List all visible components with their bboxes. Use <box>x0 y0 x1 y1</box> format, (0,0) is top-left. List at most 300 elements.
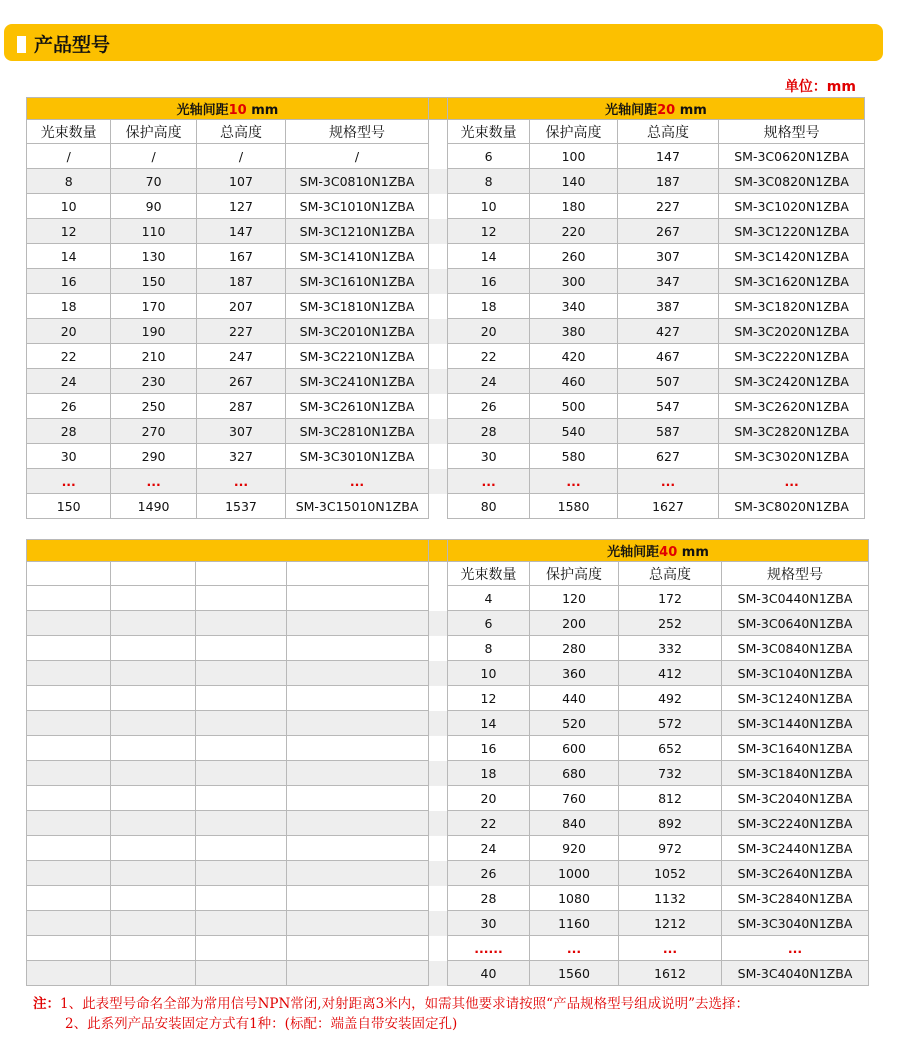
table-cell: SM-3C3020N1ZBA <box>719 444 865 469</box>
col-header: 总高度 <box>196 120 285 144</box>
table-cell <box>111 961 196 986</box>
table-cell: 24 <box>447 369 529 394</box>
table-cell: 210 <box>111 344 196 369</box>
table-cell: 227 <box>617 194 718 219</box>
table-row <box>27 661 869 686</box>
table-cell <box>196 611 287 636</box>
table-row <box>27 861 869 886</box>
table-cell <box>111 636 196 661</box>
table-cell <box>287 736 429 761</box>
table-row <box>27 961 869 986</box>
table-cell <box>27 711 111 736</box>
table-row <box>27 169 865 194</box>
table-cell <box>287 661 429 686</box>
table-cell <box>196 736 287 761</box>
table-cell: 1612 <box>619 961 722 986</box>
col-header: 规格型号 <box>719 120 865 144</box>
table-cell: ... <box>447 469 529 494</box>
table-cell: 252 <box>619 611 722 636</box>
table-cell <box>27 911 111 936</box>
table-cell <box>111 686 196 711</box>
gap-cell <box>428 144 447 169</box>
col-header: 光束数量 <box>448 562 530 586</box>
table-cell: 587 <box>617 419 718 444</box>
table-row <box>27 144 865 169</box>
gap-cell <box>428 394 447 419</box>
table-cell <box>287 836 429 861</box>
table-cell: SM-3C0820N1ZBA <box>719 169 865 194</box>
table-cell: 307 <box>617 244 718 269</box>
table-cell: SM-3C0810N1ZBA <box>286 169 429 194</box>
table-cell: SM-3C1210N1ZBA <box>286 219 429 244</box>
table-cell: SM-3C0440N1ZBA <box>722 586 869 611</box>
table-cell: 1052 <box>619 861 722 886</box>
gap-cell <box>429 636 448 661</box>
table-cell: 14 <box>27 244 111 269</box>
table-cell <box>27 736 111 761</box>
table-cell: 4 <box>448 586 530 611</box>
table-cell: 227 <box>196 319 285 344</box>
table-cell: 220 <box>530 219 617 244</box>
table-row <box>27 811 869 836</box>
gap-cell <box>429 562 448 586</box>
table-row <box>27 394 865 419</box>
table-cell <box>287 961 429 986</box>
table-cell: 892 <box>619 811 722 836</box>
table-row <box>27 469 865 494</box>
table-cell: 427 <box>617 319 718 344</box>
table-cell: 16 <box>448 736 530 761</box>
table-cell <box>196 586 287 611</box>
table-cell: 187 <box>617 169 718 194</box>
table-cell: 127 <box>196 194 285 219</box>
table-cell: 507 <box>617 369 718 394</box>
col-header: 光束数量 <box>27 120 111 144</box>
table-cell: ... <box>530 936 619 961</box>
table-cell: 20 <box>447 319 529 344</box>
band-40mm: 光轴间距40 mm <box>448 540 869 562</box>
table-cell: 347 <box>617 269 718 294</box>
table-cell: 140 <box>530 169 617 194</box>
column-header-row <box>27 120 865 144</box>
gap-cell <box>429 861 448 886</box>
unit-label: 单位：mm <box>784 79 856 95</box>
notes-label: 注： <box>33 996 60 1012</box>
table-cell: 1212 <box>619 911 722 936</box>
col-header: 总高度 <box>619 562 722 586</box>
gap-cell <box>429 886 448 911</box>
table-cell <box>27 611 111 636</box>
table-cell: 760 <box>530 786 619 811</box>
table-cell: 467 <box>617 344 718 369</box>
gap-cell <box>429 661 448 686</box>
notes <box>33 994 749 1034</box>
table-cell: 360 <box>530 661 619 686</box>
table-cell: 10 <box>448 661 530 686</box>
table-cell: 28 <box>27 419 111 444</box>
gap-cell <box>429 811 448 836</box>
table-cell <box>287 786 429 811</box>
table-cell: 387 <box>617 294 718 319</box>
table-cell: 652 <box>619 736 722 761</box>
table-cell: 80 <box>447 494 529 519</box>
table-cell: SM-3C1610N1ZBA <box>286 269 429 294</box>
table-cell: SM-3C8020N1ZBA <box>719 494 865 519</box>
table-cell: SM-3C2420N1ZBA <box>719 369 865 394</box>
table-row <box>27 586 869 611</box>
table-cell: SM-3C1820N1ZBA <box>719 294 865 319</box>
table-cell: 150 <box>111 269 196 294</box>
table-cell: 107 <box>196 169 285 194</box>
table-cell: SM-3C2620N1ZBA <box>719 394 865 419</box>
table-cell: 30 <box>447 444 529 469</box>
table-cell <box>196 861 287 886</box>
table-cell: 420 <box>530 344 617 369</box>
table-cell: SM-3C2220N1ZBA <box>719 344 865 369</box>
table-cell <box>287 636 429 661</box>
table-cell: 28 <box>448 886 530 911</box>
table-cell: ... <box>722 936 869 961</box>
table-cell: 14 <box>448 711 530 736</box>
table-cell: 130 <box>111 244 196 269</box>
table-cell <box>287 911 429 936</box>
gap-cell <box>429 786 448 811</box>
table-row <box>27 269 865 294</box>
table-cell: ... <box>617 469 718 494</box>
table-cell: ... <box>27 469 111 494</box>
gap-cell <box>428 294 447 319</box>
table-cell: 187 <box>196 269 285 294</box>
table-cell <box>287 861 429 886</box>
table-row <box>27 494 865 519</box>
note-line-2: 2、此系列产品安装固定方式有1种：(标配：端盖自带安装固定孔) <box>65 1016 458 1032</box>
gap-cell <box>428 169 447 194</box>
table-cell: 247 <box>196 344 285 369</box>
table-cell: 680 <box>530 761 619 786</box>
table-cell <box>287 811 429 836</box>
table-cell: 12 <box>448 686 530 711</box>
table-cell: 287 <box>196 394 285 419</box>
table-cell: ... <box>286 469 429 494</box>
table-cell: 1560 <box>530 961 619 986</box>
table-cell: 1490 <box>111 494 196 519</box>
table-row <box>27 711 869 736</box>
gap-cell <box>429 611 448 636</box>
table-cell: SM-3C1840N1ZBA <box>722 761 869 786</box>
table-cell: 812 <box>619 786 722 811</box>
table-cell: 412 <box>619 661 722 686</box>
gap-cell <box>428 469 447 494</box>
table-cell <box>196 911 287 936</box>
band-gap <box>429 540 448 562</box>
table-cell: SM-3C1020N1ZBA <box>719 194 865 219</box>
table-cell: / <box>286 144 429 169</box>
gap-cell <box>428 219 447 244</box>
table-cell: 26 <box>447 394 529 419</box>
table-cell: 972 <box>619 836 722 861</box>
band-gap <box>428 98 447 120</box>
col-header: 保护高度 <box>111 120 196 144</box>
table-cell: / <box>196 144 285 169</box>
table-cell: 172 <box>619 586 722 611</box>
table-cell <box>196 836 287 861</box>
gap-cell <box>428 120 447 144</box>
table-cell: SM-3C1410N1ZBA <box>286 244 429 269</box>
table-row <box>27 344 865 369</box>
empty-cell <box>196 562 287 586</box>
table-cell <box>196 686 287 711</box>
table-cell: 547 <box>617 394 718 419</box>
table-cell <box>111 936 196 961</box>
note-line-1: 1、此表型号命名全部为常用信号NPN常闭,对射距离3米内，如需其他要求请按照“产品规格型号组成说明”去选择： <box>60 996 749 1012</box>
table-cell <box>196 811 287 836</box>
table-cell <box>196 886 287 911</box>
table-cell <box>287 936 429 961</box>
table-cell <box>196 936 287 961</box>
col-header: 规格型号 <box>286 120 429 144</box>
table-cell: 327 <box>196 444 285 469</box>
table-cell: 230 <box>111 369 196 394</box>
table-cell: 1627 <box>617 494 718 519</box>
table-row <box>27 636 869 661</box>
table-cell: 280 <box>530 636 619 661</box>
table-cell: 26 <box>27 394 111 419</box>
table-cell: 147 <box>617 144 718 169</box>
empty-cell <box>27 562 111 586</box>
table-cell: SM-3C1810N1ZBA <box>286 294 429 319</box>
table-cell: 170 <box>111 294 196 319</box>
table-cell <box>111 711 196 736</box>
gap-cell <box>428 269 447 294</box>
table-cell <box>27 761 111 786</box>
table-cell: 40 <box>448 961 530 986</box>
table-cell: 30 <box>448 911 530 936</box>
table-cell: 1132 <box>619 886 722 911</box>
table-row <box>27 219 865 244</box>
table-cell: 260 <box>530 244 617 269</box>
table-cell: SM-3C2840N1ZBA <box>722 886 869 911</box>
gap-cell <box>428 444 447 469</box>
table-cell: 18 <box>447 294 529 319</box>
table-cell: SM-3C1010N1ZBA <box>286 194 429 219</box>
table-cell <box>111 786 196 811</box>
table-cell <box>27 786 111 811</box>
table-cell: SM-3C2440N1ZBA <box>722 836 869 861</box>
table-row <box>27 736 869 761</box>
table-cell: 167 <box>196 244 285 269</box>
table-cell: 200 <box>530 611 619 636</box>
gap-cell <box>429 686 448 711</box>
table-cell: 380 <box>530 319 617 344</box>
table-row <box>27 886 869 911</box>
table-cell: 16 <box>447 269 529 294</box>
table-cell: 100 <box>530 144 617 169</box>
table-cell: SM-3C0620N1ZBA <box>719 144 865 169</box>
table-cell: / <box>27 144 111 169</box>
gap-cell <box>429 586 448 611</box>
gap-cell <box>428 369 447 394</box>
table-cell: 12 <box>27 219 111 244</box>
col-header: 保护高度 <box>530 562 619 586</box>
table-cell: ... <box>530 469 617 494</box>
table-cell: 18 <box>27 294 111 319</box>
table-row <box>27 936 869 961</box>
table-cell: 492 <box>619 686 722 711</box>
table-cell: SM-3C3040N1ZBA <box>722 911 869 936</box>
table-cell: SM-3C1220N1ZBA <box>719 219 865 244</box>
table-cell: 250 <box>111 394 196 419</box>
table-cell: 440 <box>530 686 619 711</box>
table-cell <box>27 861 111 886</box>
table-cell: 70 <box>111 169 196 194</box>
table-cell <box>196 961 287 986</box>
table-cell: 732 <box>619 761 722 786</box>
table-cell: SM-3C0640N1ZBA <box>722 611 869 636</box>
table-cell: 22 <box>27 344 111 369</box>
table-cell <box>27 886 111 911</box>
gap-cell <box>428 194 447 219</box>
table-cell: 14 <box>447 244 529 269</box>
table-row <box>27 294 865 319</box>
gap-cell <box>428 319 447 344</box>
table-cell: 332 <box>619 636 722 661</box>
table-cell <box>27 661 111 686</box>
table-cell: SM-3C2210N1ZBA <box>286 344 429 369</box>
table-cell <box>111 611 196 636</box>
table-cell: ... <box>619 936 722 961</box>
table-cell: 180 <box>530 194 617 219</box>
table-cell: 147 <box>196 219 285 244</box>
table-cell: SM-3C1240N1ZBA <box>722 686 869 711</box>
gap-cell <box>429 836 448 861</box>
table-cell: 6 <box>447 144 529 169</box>
table-cell: 26 <box>448 861 530 886</box>
table-cell: 1000 <box>530 861 619 886</box>
gap-cell <box>428 494 447 519</box>
gap-cell <box>428 344 447 369</box>
table-cell: 1160 <box>530 911 619 936</box>
table-row <box>27 319 865 344</box>
table-cell <box>111 836 196 861</box>
table-cell: 1580 <box>530 494 617 519</box>
table-cell: SM-3C2410N1ZBA <box>286 369 429 394</box>
table-cell: 840 <box>530 811 619 836</box>
col-header: 总高度 <box>617 120 718 144</box>
empty-cell <box>111 562 196 586</box>
gap-cell <box>428 419 447 444</box>
table-cell: 150 <box>27 494 111 519</box>
table-cell <box>287 761 429 786</box>
table-cell <box>27 586 111 611</box>
table-cell: 1537 <box>196 494 285 519</box>
col-header: 规格型号 <box>722 562 869 586</box>
table-row <box>27 786 869 811</box>
table-cell: 572 <box>619 711 722 736</box>
table-row <box>27 444 865 469</box>
table-cell <box>287 686 429 711</box>
table-cell: 627 <box>617 444 718 469</box>
section-header <box>4 24 883 61</box>
gap-cell <box>429 911 448 936</box>
table-cell: 110 <box>111 219 196 244</box>
table-cell <box>196 761 287 786</box>
table-cell <box>27 811 111 836</box>
table-cell: 18 <box>448 761 530 786</box>
col-header: 光束数量 <box>447 120 529 144</box>
table-row <box>27 911 869 936</box>
table-cell: 20 <box>27 319 111 344</box>
table-cell <box>196 661 287 686</box>
table-cell: SM-3C2640N1ZBA <box>722 861 869 886</box>
gap-cell <box>429 761 448 786</box>
table-cell: SM-3C2040N1ZBA <box>722 786 869 811</box>
table-cell <box>111 586 196 611</box>
table-cell: 22 <box>448 811 530 836</box>
table-cell: 267 <box>617 219 718 244</box>
model-table-10-20 <box>26 97 865 519</box>
table-cell: SM-3C4040N1ZBA <box>722 961 869 986</box>
table-cell: 24 <box>448 836 530 861</box>
table-cell: 90 <box>111 194 196 219</box>
table-cell: 520 <box>530 711 619 736</box>
table-row <box>27 194 865 219</box>
table-cell <box>27 936 111 961</box>
empty-cell <box>287 562 429 586</box>
table-cell <box>196 786 287 811</box>
band-10mm: 光轴间距10 mm <box>27 98 429 120</box>
table-cell: 600 <box>530 736 619 761</box>
table-cell: SM-3C15010N1ZBA <box>286 494 429 519</box>
table-cell: SM-3C1420N1ZBA <box>719 244 865 269</box>
table-cell: 1080 <box>530 886 619 911</box>
table-cell <box>111 736 196 761</box>
table-cell: SM-3C2810N1ZBA <box>286 419 429 444</box>
table-cell: SM-3C1620N1ZBA <box>719 269 865 294</box>
table-cell: 24 <box>27 369 111 394</box>
table-cell: SM-3C2240N1ZBA <box>722 811 869 836</box>
table-cell: SM-3C1640N1ZBA <box>722 736 869 761</box>
band-empty <box>27 540 429 562</box>
table-cell <box>27 686 111 711</box>
table-row <box>27 686 869 711</box>
table-cell <box>27 836 111 861</box>
table-cell: SM-3C1440N1ZBA <box>722 711 869 736</box>
band-20mm: 光轴间距20 mm <box>447 98 864 120</box>
table-cell <box>111 886 196 911</box>
table-cell <box>111 911 196 936</box>
table-cell: 290 <box>111 444 196 469</box>
table-cell: ... <box>196 469 285 494</box>
gap-cell <box>429 711 448 736</box>
table-row <box>27 244 865 269</box>
table-cell: SM-3C2610N1ZBA <box>286 394 429 419</box>
gap-cell <box>428 244 447 269</box>
section-title: 产品型号 <box>34 34 111 56</box>
column-header-row <box>27 562 869 586</box>
table-cell <box>111 861 196 886</box>
table-cell: 28 <box>447 419 529 444</box>
table-cell: 267 <box>196 369 285 394</box>
table-cell: 500 <box>530 394 617 419</box>
table-row <box>27 611 869 636</box>
table-cell: 340 <box>530 294 617 319</box>
table-cell: ... <box>719 469 865 494</box>
table-row <box>27 761 869 786</box>
table-cell: 20 <box>448 786 530 811</box>
table-cell: 16 <box>27 269 111 294</box>
header-marker <box>17 36 26 53</box>
table-cell: 8 <box>448 636 530 661</box>
